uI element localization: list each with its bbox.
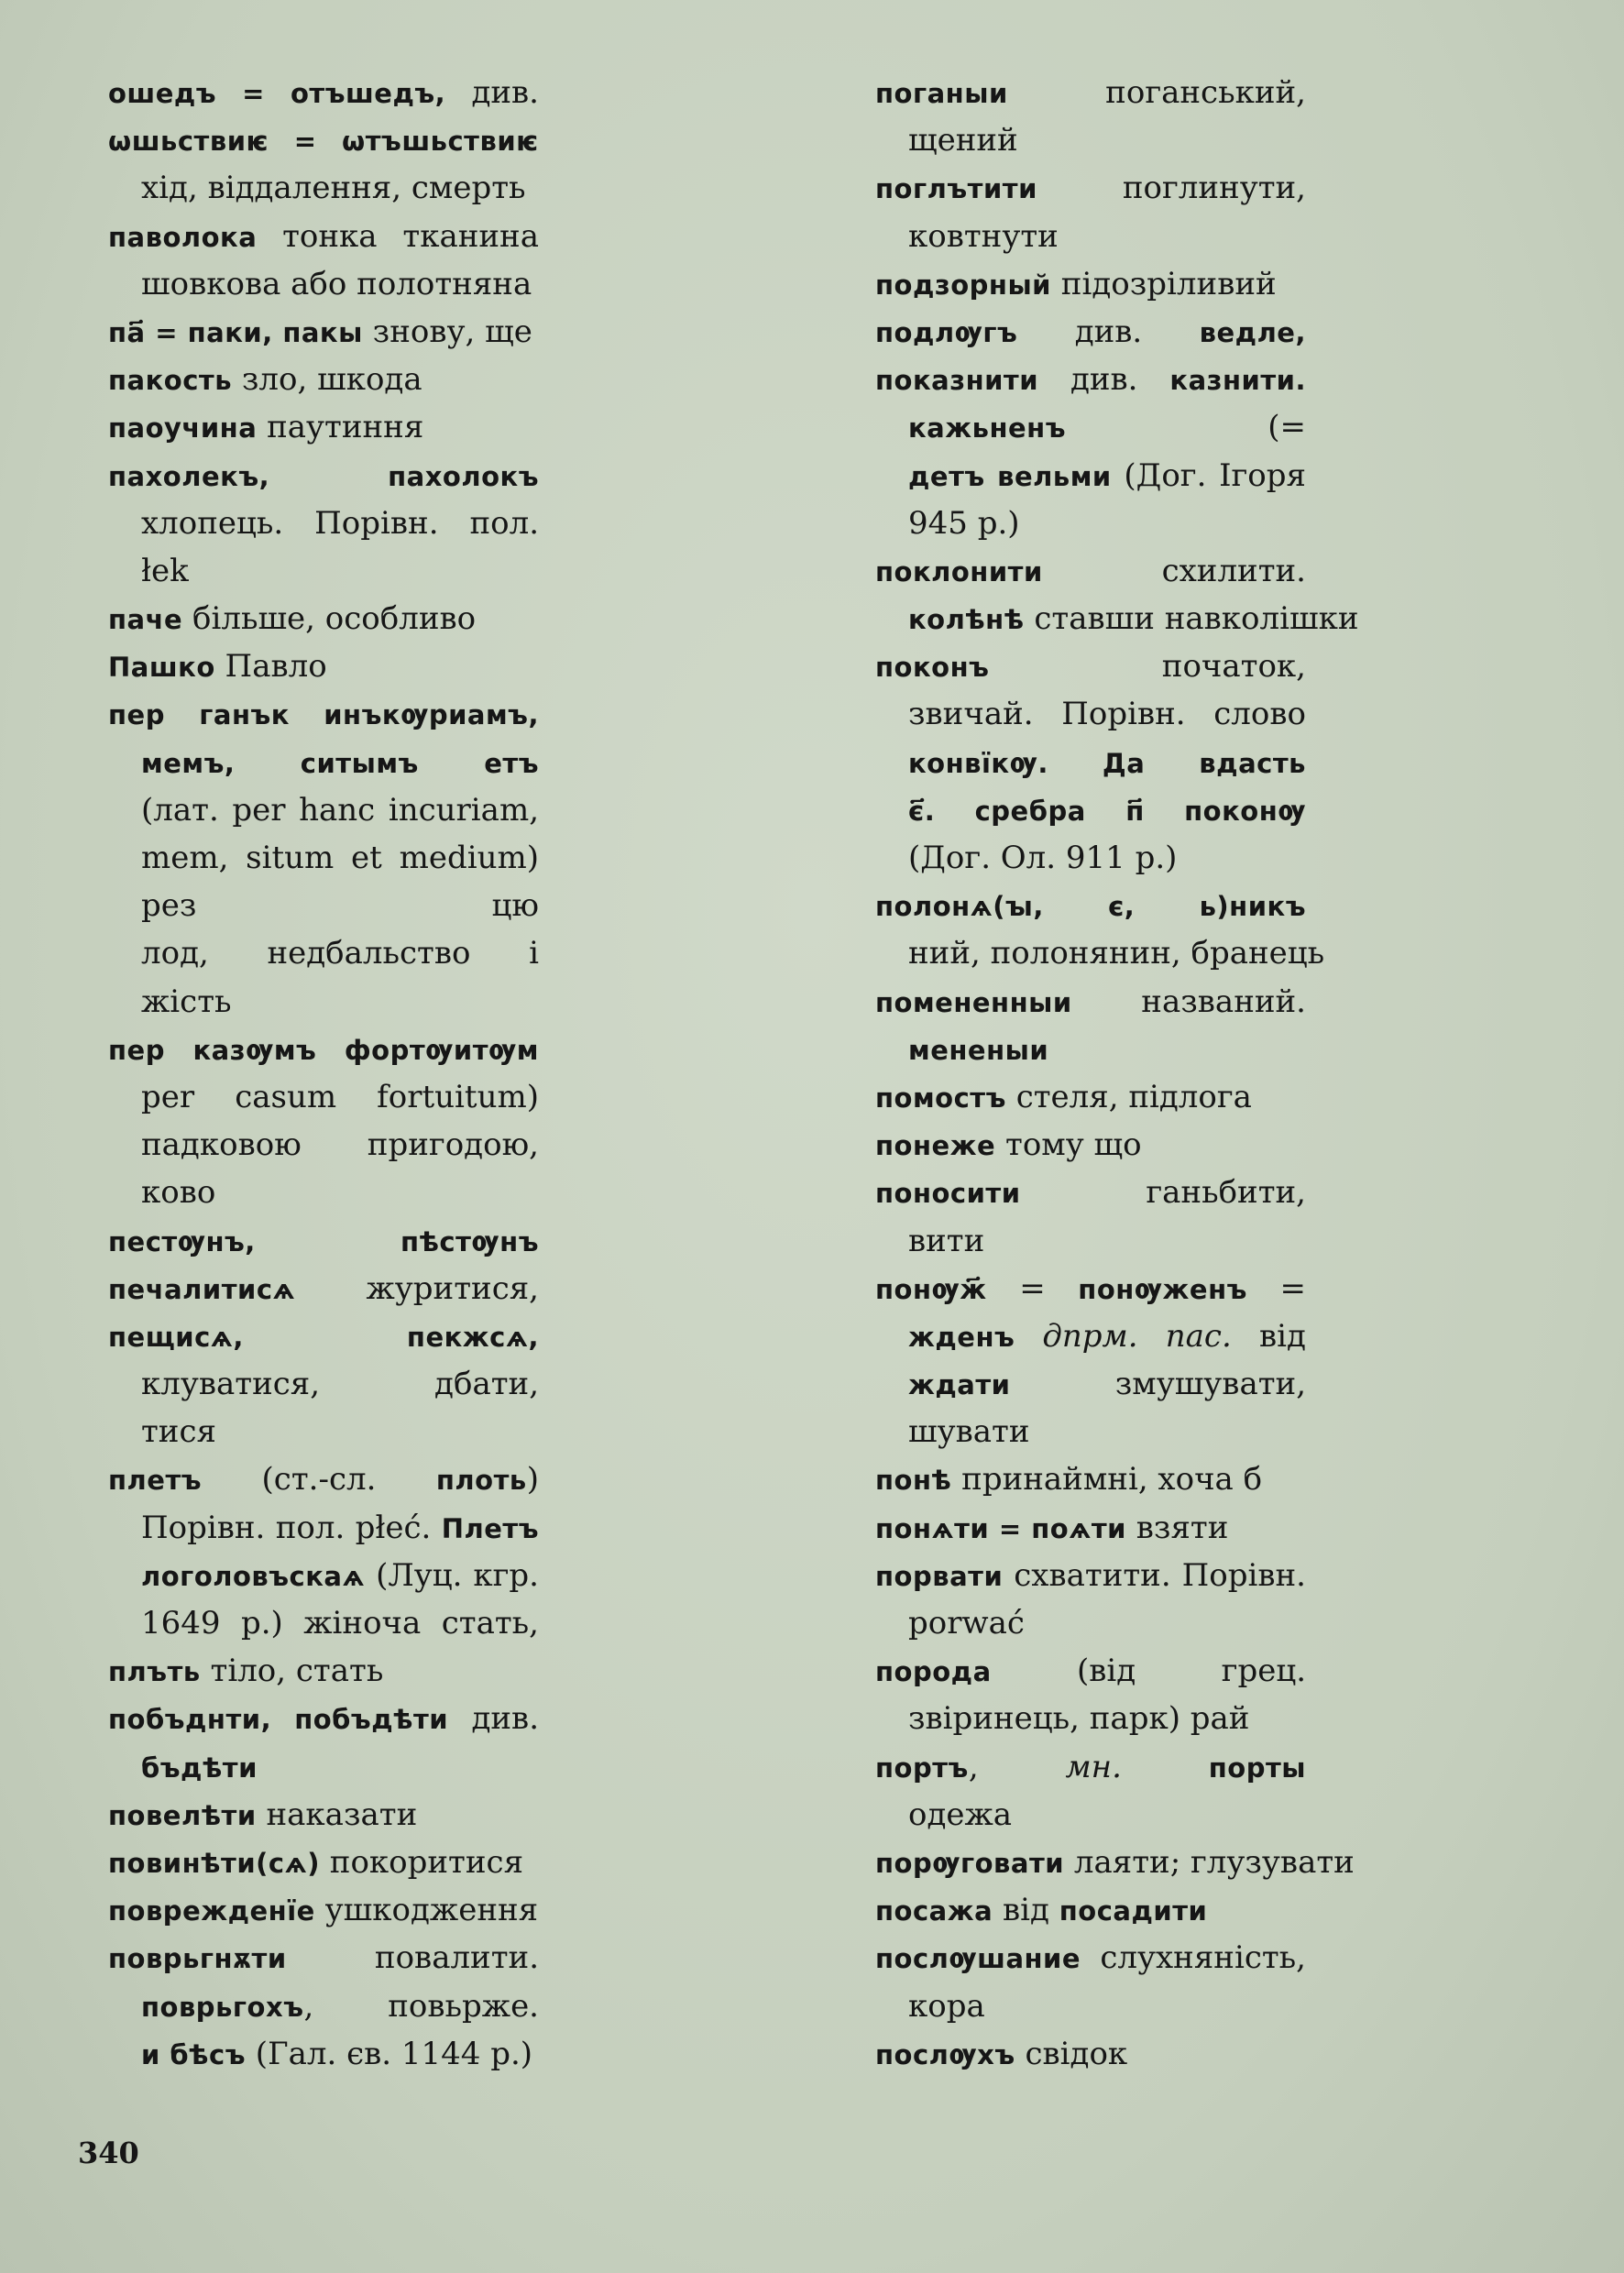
dictionary-line: [875, 452, 1306, 500]
definition-text: від: [1231, 1317, 1306, 1355]
dictionary-line: [108, 739, 539, 786]
headword: ѡшьствиѥ = ѡтъшьствиѥ: [108, 126, 539, 158]
headword: посадити: [1059, 1895, 1208, 1927]
definition-text: 945 р.): [908, 504, 1020, 542]
dictionary-line: [875, 1455, 1306, 1503]
dictionary-line: [875, 1743, 1306, 1791]
dictionary-line: [108, 1552, 539, 1599]
definition-text: =: [986, 1269, 1079, 1307]
dictionary-line: [108, 978, 539, 1026]
definition-text: тонка тканина: [282, 217, 539, 255]
headword: повелѣти: [108, 1799, 257, 1831]
dictionary-line: [875, 1695, 1306, 1742]
definition-text: покоритися: [319, 1843, 524, 1881]
headword: ведле,: [1199, 316, 1306, 348]
headword: поврьгнѫти: [108, 1943, 287, 1975]
headword: понеже: [875, 1130, 996, 1162]
definition-text: шувати: [908, 1413, 1030, 1451]
definition-text: повалити.: [286, 1939, 539, 1977]
definition-text: ,: [968, 1748, 1066, 1785]
dictionary-line: [108, 452, 539, 500]
dictionary-line: [875, 595, 1359, 642]
headword: пещисѧ, пекжсѧ,: [108, 1321, 539, 1353]
dictionary-line: [875, 1552, 1306, 1599]
headword: понѧти = поѧти: [875, 1512, 1126, 1544]
definition-text: ): [526, 1461, 539, 1499]
definition-text: названий.: [1141, 983, 1306, 1020]
dictionary-line: [875, 642, 1306, 690]
definition-text: (Луц. кгр.: [376, 1556, 539, 1594]
headword: бъдѣти: [141, 1751, 258, 1784]
definition-text: зло, шкода: [232, 361, 422, 399]
dictionary-line: [875, 500, 1306, 547]
definition-text: жість: [141, 983, 232, 1020]
definition-text: ганьбити,: [1146, 1174, 1306, 1212]
dictionary-line: [108, 1312, 539, 1360]
headword: ждати: [908, 1369, 1011, 1401]
dictionary-line: [108, 1695, 539, 1742]
dictionary-line: [108, 642, 539, 690]
headword: мененыи: [908, 1034, 1049, 1066]
definition-text: (Гал. єв. 1144 р.): [246, 2035, 533, 2072]
headword: побъднти, побъдѣти: [108, 1704, 449, 1736]
right-column: [875, 69, 1359, 2078]
definition-text: одежа: [908, 1795, 1013, 1833]
dictionary-line: [875, 786, 1306, 834]
dictionary-line: [108, 1839, 539, 1886]
headword: помостъ: [875, 1082, 1006, 1114]
definition-text: підозріливий: [1051, 265, 1277, 302]
dictionary-line: [875, 1312, 1306, 1360]
headword: колѣнѣ: [908, 604, 1025, 636]
definition-text: від: [993, 1892, 1059, 1929]
headword: ошедъ = отъшедъ,: [108, 78, 446, 109]
definition-text: шовкова або полотняна: [141, 265, 532, 302]
definition-text: лод, недбальство і: [141, 935, 539, 972]
headword: детъ вельми: [908, 460, 1112, 492]
headword: пакость: [108, 365, 233, 397]
definition-text: кора: [908, 1987, 985, 2025]
definition-text: свідок: [1015, 2035, 1128, 2072]
dictionary-line: [875, 1121, 1306, 1169]
dictionary-line: [875, 547, 1306, 595]
dictionary-line: [875, 308, 1306, 356]
definition-text: рез цю: [141, 887, 539, 925]
left-column: [108, 69, 539, 2078]
dictionary-line: [108, 1647, 539, 1695]
definition-text: див.: [1038, 361, 1170, 399]
headword: помененныи: [875, 986, 1072, 1018]
dictionary-line: [875, 260, 1306, 308]
headword: логоловъскаѧ: [141, 1560, 366, 1592]
dictionary-line: [875, 882, 1306, 929]
headword: поглътити: [875, 173, 1037, 205]
headword: жденъ: [908, 1321, 1043, 1353]
definition-text: тому що: [995, 1126, 1142, 1164]
dictionary-line: [875, 356, 1306, 403]
dictionary-line: [875, 1408, 1306, 1455]
dictionary-line: [108, 2030, 539, 2078]
dictionary-line: [875, 690, 1306, 738]
definition-text: (Дог. Ігоря: [1111, 456, 1306, 494]
dictionary-line: [108, 1504, 539, 1552]
dictionary-line: [108, 213, 539, 260]
dictionary-line: [108, 547, 539, 595]
dictionary-line: [108, 690, 539, 738]
headword: повинѣти(сѧ): [108, 1847, 320, 1879]
definition-text: =: [1246, 1269, 1306, 1307]
dictionary-line: [875, 1169, 1306, 1216]
dictionary-line: [108, 929, 539, 977]
headword: плоть: [435, 1465, 527, 1497]
headword: понѹженъ: [1078, 1273, 1247, 1305]
headword: плъть: [108, 1656, 201, 1688]
headword: порѹговати: [875, 1847, 1065, 1879]
dictionary-line: [108, 260, 539, 308]
headword: подлѹгъ: [875, 316, 1018, 348]
dictionary-line: [108, 1026, 539, 1073]
headword: Плетъ: [441, 1512, 539, 1544]
dictionary-line: [108, 1743, 539, 1791]
headword: пестѹнъ, пѣстѹнъ: [108, 1225, 539, 1257]
dictionary-line: [875, 1886, 1306, 1934]
dictionary-line: [108, 403, 539, 451]
definition-text: [1122, 1749, 1209, 1785]
headword: кажьненъ: [908, 412, 1066, 445]
headword: послѹшание: [875, 1943, 1081, 1975]
dictionary-line: [108, 1121, 539, 1169]
headword: и бѣсъ: [141, 2038, 246, 2070]
definition-text: ково: [141, 1174, 216, 1212]
dictionary-line: [108, 500, 539, 547]
headword: Пашко: [108, 652, 215, 684]
page-number: 340: [78, 2136, 139, 2170]
definition-text: , повьрже.: [303, 1987, 539, 2025]
definition-text: наказати: [256, 1795, 418, 1833]
headword: пахолекъ, пахолокъ: [108, 460, 539, 492]
definition-text: ний, полонянин, бранець: [908, 935, 1325, 972]
dictionary-line: [875, 1265, 1306, 1312]
headword: паоучина: [108, 412, 258, 445]
dictionary-line: [875, 2030, 1306, 2078]
headword: показнити: [875, 365, 1039, 397]
definition-text: стеля, підлога: [1005, 1078, 1252, 1115]
definition-text: взяти: [1125, 1509, 1229, 1546]
headword: порты: [1208, 1751, 1306, 1784]
definition-text: Порівн. пол. płeć.: [141, 1509, 442, 1546]
dictionary-line: [108, 1934, 539, 1982]
dictionary-line: [108, 834, 539, 882]
headword: поконъ: [875, 652, 990, 684]
headword: паволока: [108, 221, 258, 253]
definition-text: початок,: [1161, 648, 1306, 686]
definition-text: звіринець, парк) рай: [908, 1700, 1250, 1738]
definition-text: Павло: [214, 648, 327, 686]
dictionary-line: [875, 1360, 1306, 1408]
dictionary-line: [108, 882, 539, 929]
definition-text: журитися,: [366, 1269, 539, 1307]
definition-text: хід, віддалення, смерть: [141, 170, 526, 207]
dictionary-line: [108, 1408, 539, 1455]
dictionary-line: [108, 356, 539, 403]
headword: понѹж҃: [875, 1273, 987, 1305]
dictionary-line: [108, 1360, 539, 1408]
dictionary-line: [108, 1791, 539, 1839]
dictionary-line: [108, 1169, 539, 1216]
definition-text: знову, ще: [362, 313, 532, 350]
headword: подзорный: [875, 269, 1051, 301]
definition-text: (від грец.: [991, 1653, 1306, 1690]
dictionary-line: [108, 1455, 539, 1503]
definition-text: ставши навколішки: [1024, 600, 1359, 638]
headword: пер ганък инъкѹриамъ,: [108, 699, 539, 731]
dictionary-line: [875, 69, 1306, 116]
headword: поврежденїе: [108, 1895, 315, 1927]
dictionary-line: [108, 595, 539, 642]
headword: паче: [108, 604, 183, 636]
definition-text: змушувати,: [1114, 1366, 1306, 1403]
dictionary-line: [875, 1647, 1306, 1695]
definition-text: принаймні, хоча б: [951, 1461, 1263, 1499]
headword: послѹхъ: [875, 2038, 1015, 2070]
headword: посажа: [875, 1895, 993, 1927]
dictionary-line: [875, 1934, 1306, 1982]
headword: поносити: [875, 1178, 1021, 1210]
definition-text: поганський,: [1105, 74, 1306, 111]
dictionary-line: [875, 1839, 1355, 1886]
definition-text: mem, situm et medium): [141, 840, 539, 876]
dictionary-line: [875, 739, 1306, 786]
headword: є҃. сребра п҃ поконѹ: [908, 795, 1306, 827]
headword: поврьгохъ: [141, 1991, 304, 2023]
headword: поклонити: [875, 555, 1043, 587]
definition-text: див.: [448, 1700, 539, 1738]
dictionary-line: [875, 1217, 1306, 1265]
headword: пер казѹмъ фортѹитѹм: [108, 1034, 539, 1066]
dictionary-line: [108, 1217, 539, 1265]
dictionary-line: [108, 69, 539, 116]
definition-text: звичай. Порівн. слово: [908, 696, 1306, 733]
definition-text: вити: [908, 1222, 985, 1259]
dictionary-line: [875, 1982, 1306, 2030]
definition-text: клуватися, дбати,: [141, 1366, 539, 1403]
dictionary-line: [108, 1073, 539, 1121]
definition-text: (=: [1065, 409, 1306, 446]
headword: печалитисѧ: [108, 1273, 296, 1305]
headword: мемъ, ситымъ етъ: [141, 747, 539, 779]
dictionary-line: [875, 1073, 1306, 1121]
dictionary-line: [108, 164, 539, 212]
headword: па҃ = паки, пакы: [108, 316, 363, 348]
headword: полонѧ(ꙑ, є, ь)никъ: [875, 891, 1306, 923]
headword: конвїкѹ. Да вдасть: [908, 747, 1306, 779]
definition-text: лаяти; глузувати: [1064, 1843, 1355, 1881]
definition-text: ковтнути: [908, 217, 1059, 255]
dictionary-line: [875, 213, 1306, 260]
dictionary-line: [875, 978, 1306, 1026]
dictionary-line: [108, 1265, 539, 1312]
headword: плетъ: [108, 1465, 203, 1497]
headword: порода: [875, 1656, 992, 1688]
dictionary-line: [875, 403, 1306, 451]
definition-text: схилити.: [1042, 552, 1306, 589]
definition-text: тися: [141, 1413, 216, 1451]
dictionary-line: [875, 1599, 1306, 1647]
headword: порвати: [875, 1560, 1004, 1592]
dictionary-line: [875, 1504, 1306, 1552]
definition-text: (лат. per hanc incuriam,: [141, 791, 539, 829]
dictionary-line: [108, 786, 539, 834]
definition-text: див.: [445, 74, 539, 111]
definition-text: схватити. Порівн.: [1014, 1556, 1306, 1594]
headword: казнити.: [1169, 365, 1306, 397]
definition-text: łek: [141, 552, 189, 589]
headword: портъ: [875, 1751, 969, 1784]
definition-text: хлопець. Порівн. пол.: [141, 504, 539, 542]
dictionary-line: [108, 116, 539, 164]
grammar-note: дпрм. пас.: [1042, 1317, 1232, 1355]
dictionary-line: [875, 1026, 1306, 1073]
dictionary-line: [108, 308, 539, 356]
definition-text: щений: [908, 122, 1018, 159]
definition-text: porwać: [908, 1605, 1025, 1642]
definition-text: 1649 р.) жіноча стать,: [141, 1605, 539, 1642]
dictionary-line: [875, 1791, 1306, 1839]
dictionary-line: [108, 1886, 539, 1934]
definition-text: падковою пригодою,: [141, 1126, 539, 1164]
dictionary-line: [108, 1599, 539, 1647]
definition-text: поглинути,: [1122, 170, 1306, 207]
definition-text: (ст.-сл.: [202, 1461, 436, 1499]
definition-text: паутиння: [257, 409, 424, 446]
definition-text: тіло, стать: [200, 1653, 384, 1690]
dictionary-line: [875, 929, 1325, 977]
headword: понѣ: [875, 1465, 952, 1497]
definition-text: більше, особливо: [182, 600, 477, 638]
definition-text: ушкодження: [314, 1892, 539, 1929]
dictionary-line: [108, 1982, 539, 2030]
definition-text: слухняність,: [1100, 1939, 1306, 1977]
dictionary-line: [875, 834, 1306, 882]
grammar-note: мн.: [1065, 1748, 1122, 1785]
dictionary-line: [875, 116, 1306, 164]
headword: поганыи: [875, 78, 1008, 109]
definition-text: (Дог. Ол. 911 р.): [908, 840, 1178, 876]
dictionary-line: [875, 164, 1306, 212]
definition-text: per casum fortuitum): [141, 1078, 539, 1115]
definition-text: див.: [1017, 313, 1200, 350]
